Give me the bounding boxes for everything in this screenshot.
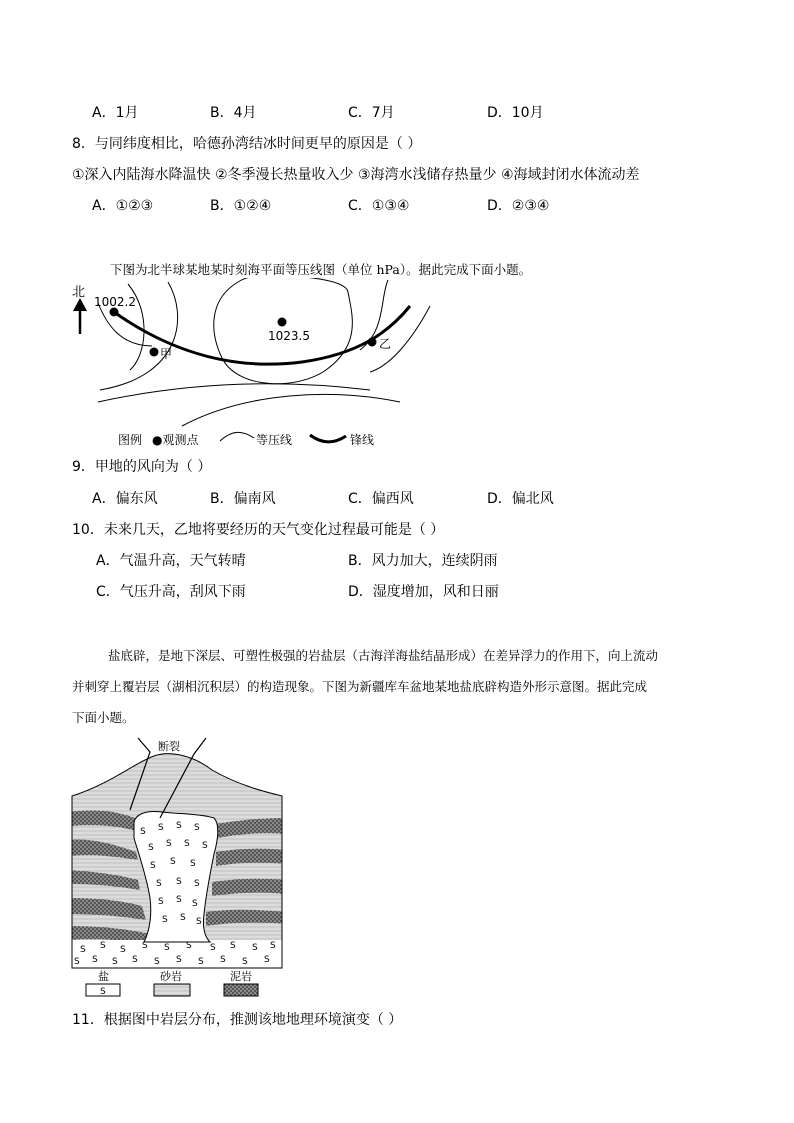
salt-symbol: S <box>202 841 208 851</box>
salt-symbol: S <box>176 955 182 965</box>
salt-symbol: S <box>142 941 148 951</box>
observation-point-jia <box>150 348 159 357</box>
salt-symbol: S <box>242 957 248 967</box>
salt-diapir-diagram <box>70 734 285 999</box>
salt-symbol: S <box>164 943 170 953</box>
q9-option-b: B．偏南风 <box>210 491 276 507</box>
salt-symbol: S <box>158 823 164 833</box>
salt-symbol: S <box>150 861 156 871</box>
q10-stem: 10．未来几天，乙地将要经历的天气变化过程最可能是（ ） <box>72 522 445 538</box>
q8-option-c: C．①③④ <box>348 198 410 214</box>
q7-option-a: A．1月 <box>92 105 139 121</box>
salt-symbol: S <box>158 897 164 907</box>
salt-symbol: S <box>140 827 146 837</box>
passage-salt-line-3: 下面小题。 <box>72 710 135 725</box>
salt-symbol: S <box>180 913 186 923</box>
point-label-jia: 甲 <box>160 347 173 361</box>
salt-symbol: S <box>176 895 182 905</box>
isobar-map <box>70 278 450 453</box>
q9-stem: 9．甲地的风向为（ ） <box>72 459 212 475</box>
salt-symbol: S <box>198 957 204 967</box>
observation-point-yi <box>368 338 377 347</box>
q8-statements: ①深入内陆海水降温快 ②冬季漫长热量收入少 ③海湾水浅储存热量少 ④海域封闭水体流动差 <box>72 167 640 183</box>
isobar-value-west: 1002.2 <box>94 295 136 309</box>
q10-option-d: D．湿度增加，风和日丽 <box>348 584 499 600</box>
salt-symbol: S <box>154 957 160 967</box>
passage-salt-line-1: 盐底辟，是地下深层、可塑性极强的岩盐层（古海洋海盐结晶形成）在差异浮力的作用下，向上流动 <box>108 648 659 663</box>
legend-sandstone: 砂岩 <box>160 970 182 983</box>
salt-symbol: S <box>194 823 200 833</box>
salt-symbol: S <box>92 955 98 965</box>
salt-symbol: S <box>196 917 202 927</box>
legend-front: 锋线 <box>350 433 375 447</box>
salt-symbol: S <box>192 899 198 909</box>
salt-symbol: S <box>186 941 192 951</box>
q7-option-c: C．7月 <box>348 105 395 121</box>
salt-symbol: S <box>220 955 226 965</box>
salt-symbol: S <box>100 941 106 951</box>
salt-symbol: S <box>80 945 86 955</box>
salt-symbol: S <box>176 877 182 887</box>
q8-option-a: A．①②③ <box>92 198 154 214</box>
q7-option-d: D．10月 <box>487 105 544 121</box>
salt-symbol: S <box>170 857 176 867</box>
q9-option-c: C．偏西风 <box>348 491 414 507</box>
salt-symbol: S <box>190 859 196 869</box>
isobar-line <box>182 394 400 426</box>
salt-symbol: S <box>230 941 236 951</box>
legend-front-symbol <box>310 435 346 442</box>
salt-symbol: S <box>148 843 154 853</box>
salt-symbol: S <box>132 955 138 965</box>
north-label: 北 <box>72 285 86 300</box>
isobar-value-center: 1023.5 <box>268 329 310 343</box>
salt-symbol: S <box>184 839 190 849</box>
q10-option-b: B．风力加大，连续阴雨 <box>348 553 498 569</box>
salt-symbol: S <box>252 943 258 953</box>
fault-label: 断裂 <box>158 740 180 753</box>
legend-sandstone-swatch <box>154 984 190 996</box>
salt-symbol: S <box>194 879 200 889</box>
legend-point: ●观测点 <box>152 433 199 447</box>
salt-symbol: S <box>264 955 270 965</box>
passage-isobar-intro: 下图为北半球某地某时刻海平面等压线图（单位 hPa）。据此完成下面小题。 <box>110 262 532 277</box>
legend-mudstone: 泥岩 <box>230 970 252 983</box>
salt-symbol: S <box>176 821 182 831</box>
legend-salt: 盐 <box>98 970 109 983</box>
q9-option-a: A．偏东风 <box>92 491 158 507</box>
q9-option-d: D．偏北风 <box>487 491 554 507</box>
legend-isobar: 等压线 <box>256 433 293 447</box>
q7-option-b: B．4月 <box>210 105 257 121</box>
q8-option-b: B．①②④ <box>210 198 272 214</box>
q10-option-c: C．气压升高，刮风下雨 <box>96 584 246 600</box>
isobar-line <box>98 384 370 402</box>
q8-stem: 8．与同纬度相比，哈德孙湾结冰时间更早的原因是（ ） <box>72 136 422 152</box>
salt-symbol: S <box>120 945 126 955</box>
salt-symbol: S <box>74 957 80 967</box>
q10-option-a: A．气温升高，天气转晴 <box>96 553 246 569</box>
legend-salt-symbol: S <box>100 987 106 997</box>
salt-symbol: S <box>156 879 162 889</box>
passage-salt-line-2: 并刺穿上覆岩层（湖相沉积层）的构造现象。下图为新疆库车盆地某地盐底辟构造外形示意图。据此完成 <box>72 679 648 694</box>
salt-symbol: S <box>270 941 276 951</box>
salt-symbol: S <box>166 839 172 849</box>
salt-symbol: S <box>210 943 216 953</box>
salt-symbol: S <box>112 957 118 967</box>
q11-stem: 11．根据图中岩层分布，推测该地地理环境演变（ ） <box>72 1012 403 1028</box>
front-line <box>114 306 410 364</box>
salt-symbol: S <box>162 915 168 925</box>
observation-point-center <box>278 318 287 327</box>
q8-option-d: D．②③④ <box>487 198 550 214</box>
legend-mudstone-swatch <box>224 984 258 996</box>
point-label-yi: 乙 <box>379 337 392 351</box>
legend-isobar-symbol <box>220 432 254 441</box>
passage-salt-diapir <box>72 640 722 733</box>
legend-prefix: 图例 <box>118 433 143 447</box>
